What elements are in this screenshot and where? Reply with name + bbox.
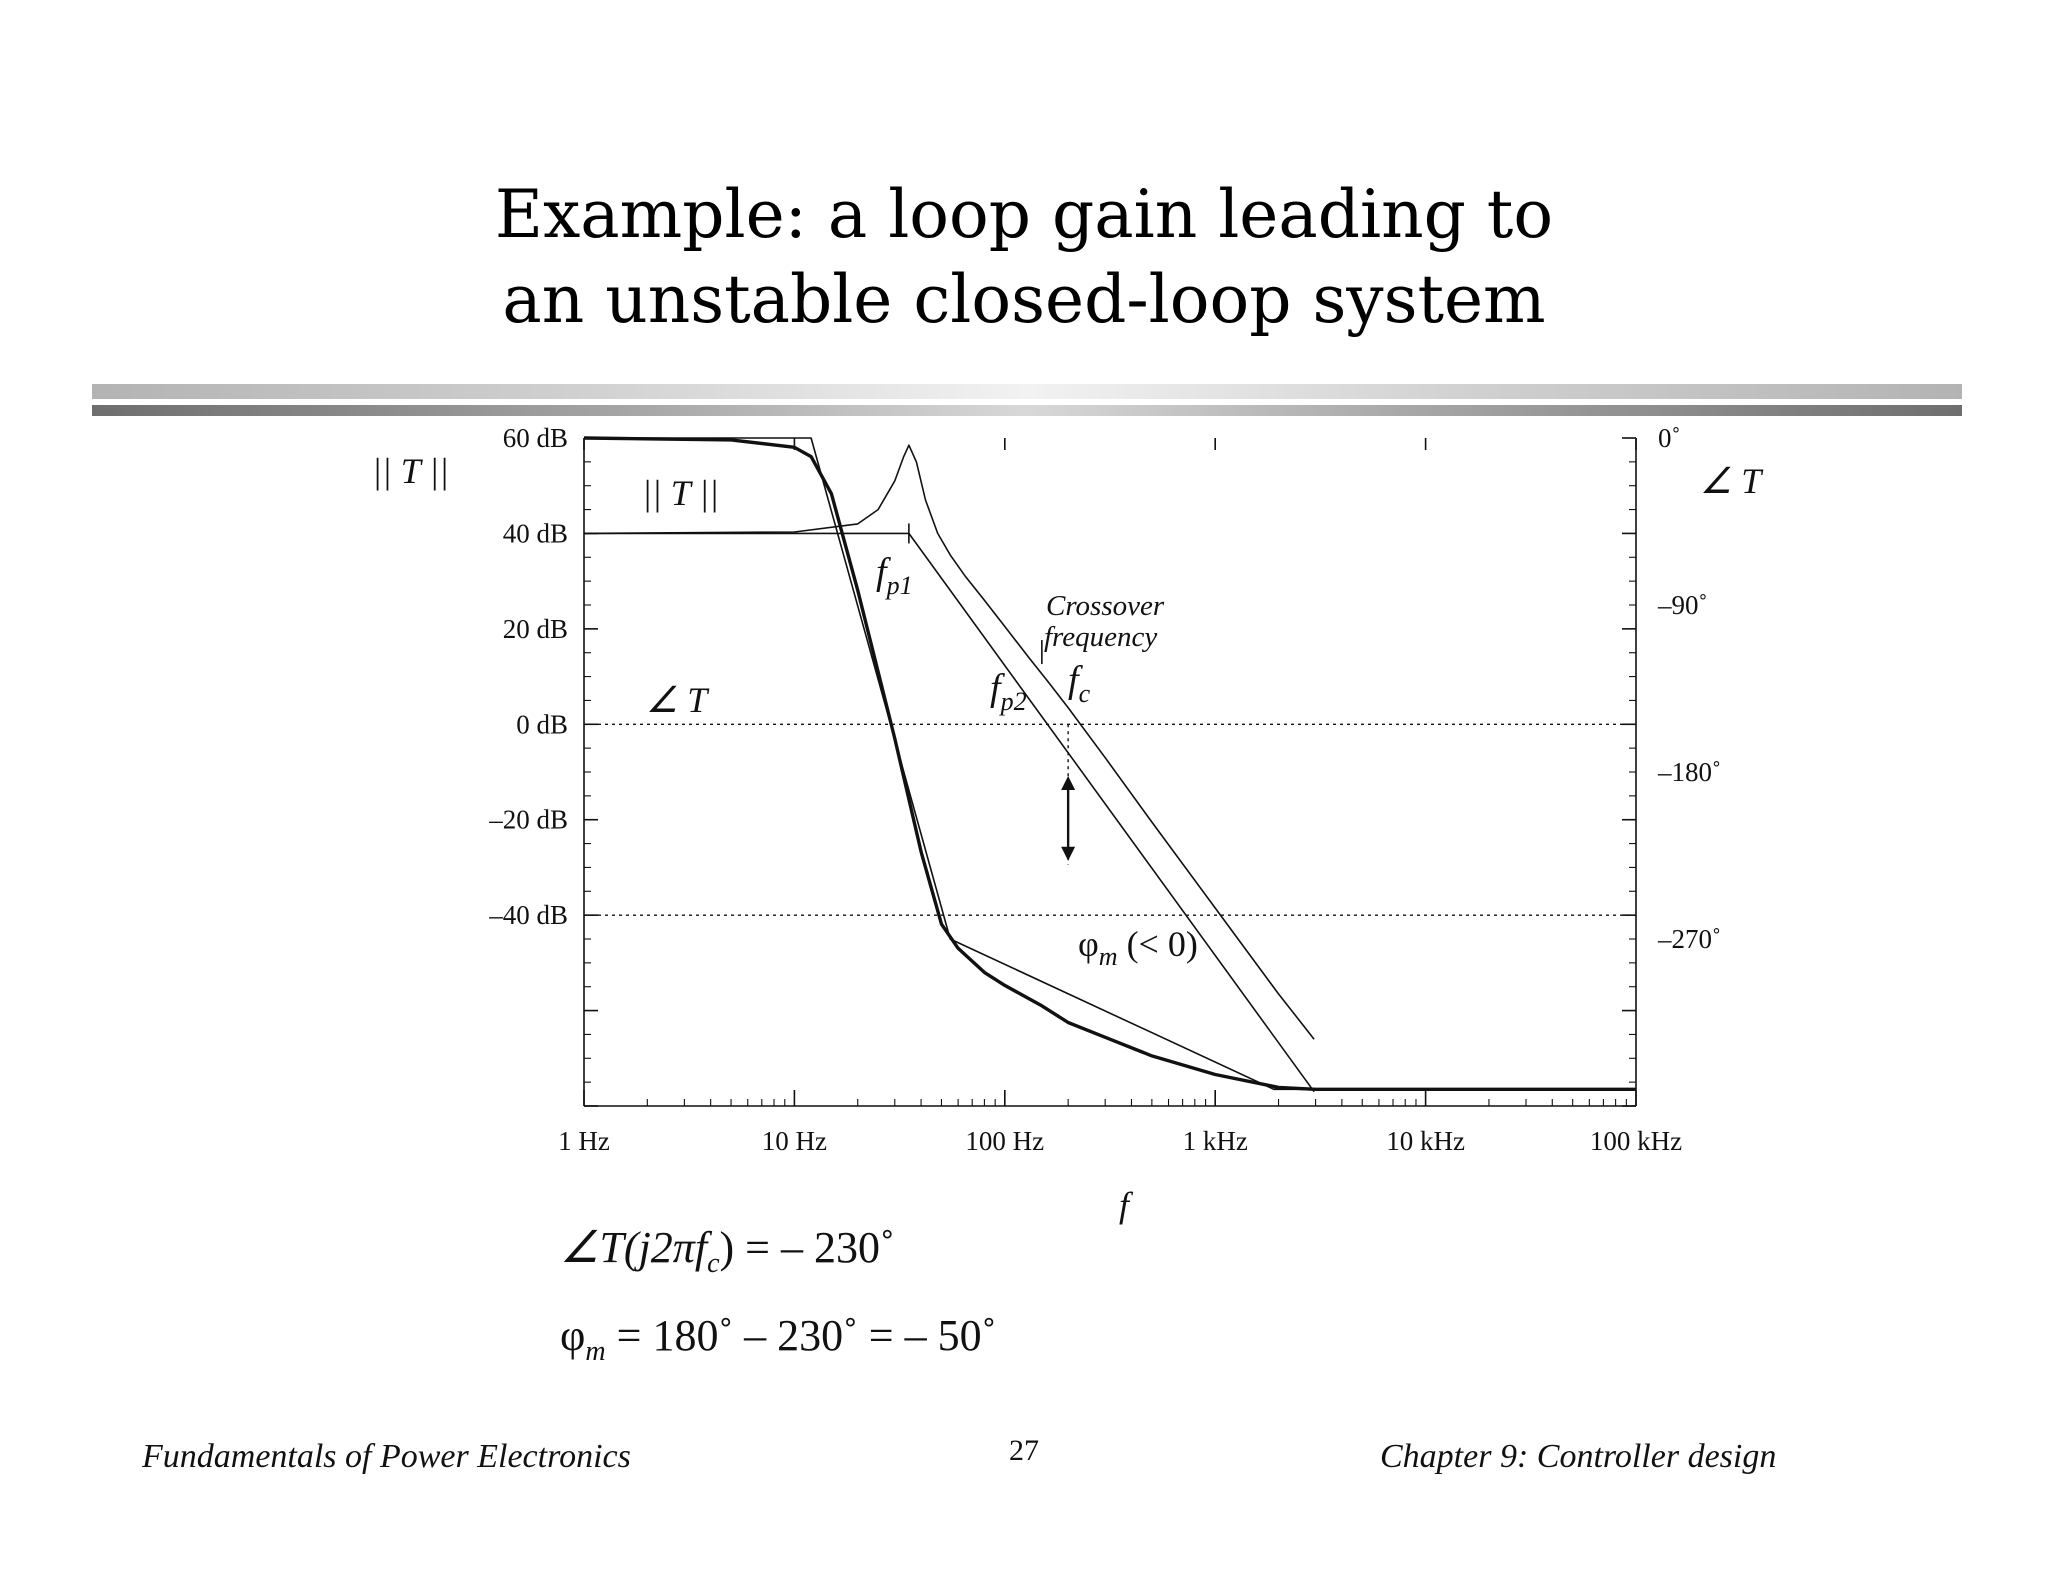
crossover-label-line-2: frequency [1044, 621, 1158, 653]
fp1-label: $f_{p1}$ [876, 551, 913, 600]
x-tick-label: 1 Hz [558, 1126, 610, 1156]
fc-label: $f_c$ [1068, 659, 1091, 708]
slide-title-line-2: an unstable closed-loop system [502, 261, 1546, 338]
right-axis-label: ∠ T [1700, 461, 1762, 501]
fp2-label: $f_{p2}$ [990, 667, 1027, 716]
series-line-1 [584, 445, 1314, 1039]
x-tick-label: 10 Hz [761, 1126, 828, 1156]
phase-margin-label: $\varphi_m$ (< 0) [1078, 924, 1198, 971]
right-tick-label: –270˚ [1658, 924, 1721, 954]
x-tick-label: 10 kHz [1386, 1126, 1465, 1156]
page-number: 27 [1009, 1434, 1039, 1467]
crossover-label-line-1: Crossover [1046, 590, 1165, 622]
right-tick-label: –180˚ [1658, 757, 1721, 787]
left-tick-label: 60 dB [502, 423, 568, 453]
left-tick-label: 0 dB [516, 709, 568, 740]
equation-crossover-phase: $\angle T(j2\pi f_c)$ = – 230˚ [560, 1223, 895, 1279]
footer-chapter: Chapter 9: Controller design [1380, 1438, 1777, 1475]
right-tick-label: –90˚ [1658, 590, 1708, 620]
x-tick-label: 100 kHz [1589, 1126, 1683, 1156]
left-axis-label: || T || [372, 451, 449, 491]
x-axis-label: f [1118, 1185, 1130, 1225]
left-tick-label: 20 dB [502, 613, 568, 644]
phase-margin-arrowhead-up [1061, 776, 1075, 790]
left-tick-label: –40 dB [489, 900, 568, 931]
right-tick-label: 0˚ [1658, 423, 1681, 453]
left-tick-label: –20 dB [489, 804, 568, 835]
equation-phase-margin: $\varphi_m$ = 180˚ – 230˚ = – 50˚ [560, 1311, 997, 1367]
footer-book-title: Fundamentals of Power Electronics [142, 1438, 631, 1475]
left-tick-label: 40 dB [502, 518, 568, 549]
phase-label: ∠ T [646, 680, 708, 720]
x-tick-label: 100 Hz [965, 1126, 1045, 1156]
phase-margin-arrowhead-down [1061, 847, 1075, 861]
series-line-0 [584, 533, 1314, 1091]
x-tick-label: 1 kHz [1182, 1126, 1248, 1156]
slide-title-line-1: Example: a loop gain leading to [494, 176, 1554, 253]
magnitude-label: || T || [642, 473, 719, 513]
